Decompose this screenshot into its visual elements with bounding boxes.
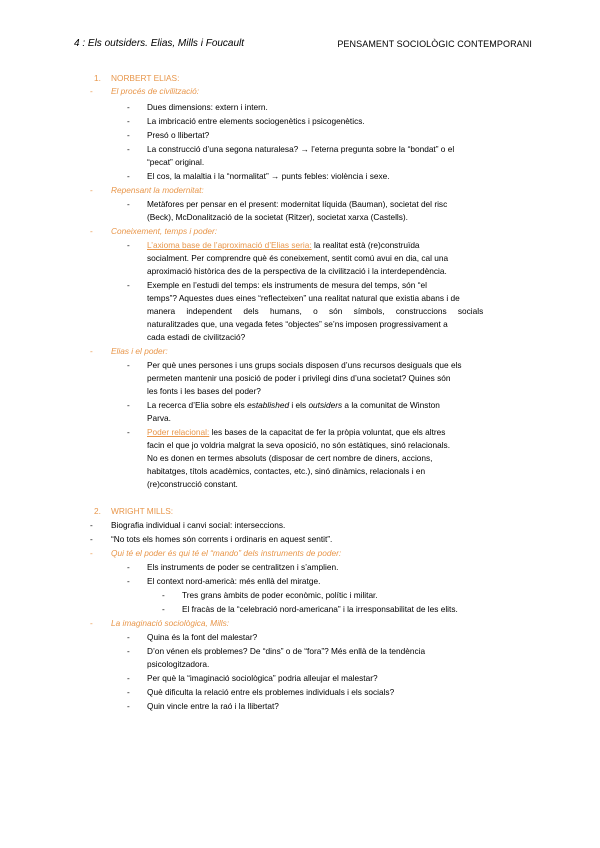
subsection-title: El procés de civilització: <box>111 86 200 96</box>
bullet-dash: - <box>127 199 130 209</box>
section-number: 1. <box>94 73 101 83</box>
inline-text: La recerca d’Elia sobre els <box>147 400 248 410</box>
bullet-dash: - <box>127 673 130 683</box>
list-item: “No tots els homes són corrents i ordinaris en aquest sentit”. <box>111 534 333 544</box>
highlight-link[interactable]: Poder relacional: <box>147 427 210 437</box>
subsection-title: Elias i el poder: <box>111 346 168 356</box>
list-item-continuation: cada estadi de civilització? <box>147 332 246 342</box>
bullet-dash: - <box>127 116 130 126</box>
bullet-dash: - <box>127 280 130 290</box>
list-item-continuation: permeten mantenir una posició de poder i privilegi dins d’una societat? Quines són <box>147 373 451 383</box>
bullet-dash: - <box>90 520 93 530</box>
list-item: Presó o llibertat? <box>147 130 210 140</box>
section-title: NORBERT ELIAS: <box>111 73 180 83</box>
list-item: El context nord-americà: més enllà del miratge. <box>147 576 321 586</box>
list-item: Què dificulta la relació entre els problemes individuals i els socials? <box>147 687 395 697</box>
inline-italic: established <box>247 400 290 410</box>
inline-text: la realitat està (re)construïda <box>311 240 420 250</box>
bullet-dash: - <box>127 130 130 140</box>
list-item: D’on vénen els problemes? De “dins” o de “fora”? Més enllà de la tendència <box>147 646 426 656</box>
list-item: El cos, la malaltia i la “normalitat” → punts febles: violència i sexe. <box>147 171 390 181</box>
subsection-dash: - <box>90 548 93 558</box>
highlight-link[interactable]: L’axioma base de l’aproximació d’Elias seria: <box>147 240 312 250</box>
bullet-dash: - <box>127 701 130 711</box>
list-item: Dues dimensions: extern i intern. <box>147 102 268 112</box>
inline-text: i els <box>289 400 309 410</box>
section-number: 2. <box>94 506 101 516</box>
bullet-dash: - <box>127 144 130 154</box>
list-item: La construcció d’una segona naturalesa? → l’eterna pregunta sobre la “bondat” o el <box>147 144 455 154</box>
list-item-continuation: socialment. Per comprendre què és coneixement, sentit comú avui en dia, cal una <box>147 253 449 263</box>
list-item-continuation: temps”? Aquestes dues eines “reflecteixen” una realitat natural que existia abans i de <box>147 293 460 303</box>
subsection-title: La imaginació sociològica, Mills: <box>111 618 230 628</box>
list-item: Per què la “imaginació sociològica” podria alleujar el malestar? <box>147 673 378 683</box>
list-item: Exemple en l’estudi del temps: els instruments de mesura del temps, són “el <box>147 280 427 290</box>
list-item <box>147 426 445 439</box>
subsection-title: Qui té el poder és qui té el “mando” dels instruments de poder: <box>111 548 342 558</box>
list-item: La imbricació entre elements sociogenètics i psicogenètics. <box>147 116 365 126</box>
inline-text: les bases de la capacitat de fer la pròpia voluntat, que els altres <box>209 427 446 437</box>
bullet-dash: - <box>127 646 130 656</box>
bullet-dash: - <box>127 562 130 572</box>
list-item-continuation: “pecat” original. <box>147 157 205 167</box>
bullet-dash: - <box>127 102 130 112</box>
list-item-continuation: No es donen en termes absoluts (disposar de cert nombre de diners, accions, <box>147 453 433 463</box>
list-item-nested: Tres grans àmbits de poder econòmic, polític i militar. <box>182 590 378 600</box>
list-item-continuation: (Beck), McDonalització de la societat (Ritzer), societat xarxa (Castells). <box>147 212 408 222</box>
bullet-dash: - <box>162 590 165 600</box>
inline-text: a la comunitat de Winston <box>342 400 440 410</box>
section-title: WRIGHT MILLS: <box>111 506 174 516</box>
list-item-continuation: les fonts i les bases del poder? <box>147 386 261 396</box>
list-item: Per què unes persones i uns grups socials disposen d’uns recursos desiguals que els <box>147 360 462 370</box>
list-item: Quina és la font del malestar? <box>147 632 258 642</box>
bullet-dash: - <box>127 171 130 181</box>
bullet-dash: - <box>127 427 130 437</box>
list-item <box>147 399 440 412</box>
header-chapter-title: 4 : Els outsiders. Elias, Mills i Foucault <box>74 38 245 49</box>
bullet-dash: - <box>127 632 130 642</box>
subsection-dash: - <box>90 346 93 356</box>
list-item <box>147 239 420 252</box>
subsection-title: Repensant la modernitat: <box>111 185 204 195</box>
bullet-dash: - <box>90 534 93 544</box>
subsection-dash: - <box>90 226 93 236</box>
bullet-dash: - <box>127 360 130 370</box>
header-course-title: PENSAMENT SOCIOLÒGIC CONTEMPORANI <box>337 39 532 49</box>
subsection-dash: - <box>90 86 93 96</box>
bullet-dash: - <box>127 240 130 250</box>
list-item: Biografia individual i canvi social: interseccions. <box>111 520 286 530</box>
bullet-dash: - <box>127 687 130 697</box>
list-item: Quin vincle entre la raó i la llibertat? <box>147 701 279 711</box>
bullet-dash: - <box>162 604 165 614</box>
list-item-continuation: manera independent dels humans, o són símbols, construccions socials <box>147 306 484 316</box>
inline-italic: outsiders <box>308 400 343 410</box>
list-item-continuation: Parva. <box>147 413 171 423</box>
subsection-title: Coneixement, temps i poder: <box>111 226 218 236</box>
bullet-dash: - <box>127 576 130 586</box>
bullet-dash: - <box>127 400 130 410</box>
list-item-continuation: (re)construcció constant. <box>147 479 238 489</box>
list-item-continuation: psicologitzadora. <box>147 659 210 669</box>
list-item-continuation: facin el que jo voldria malgrat la seva oposició, no són estàtiques, sinó relacionals. <box>147 440 451 450</box>
list-item-nested: El fracàs de la “celebració nord-americana” i la irresponsabilitat de les elits. <box>182 604 458 614</box>
subsection-dash: - <box>90 618 93 628</box>
list-item: Els instruments de poder se centralitzen i s’amplien. <box>147 562 339 572</box>
list-item-continuation: aproximació històrica des de la perspectiva de la civilització i la interdependència. <box>147 266 447 276</box>
subsection-dash: - <box>90 185 93 195</box>
list-item: Metàfores per pensar en el present: modernitat líquida (Bauman), societat del risc <box>147 199 448 209</box>
list-item-continuation: naturalitzades que, una vegada fetes “objectes” se’ns imposen progressivament a <box>147 319 448 329</box>
list-item-continuation: habitatges, títols acadèmics, contactes, etc.), sinó dinàmics, relacionals i en <box>147 466 426 476</box>
